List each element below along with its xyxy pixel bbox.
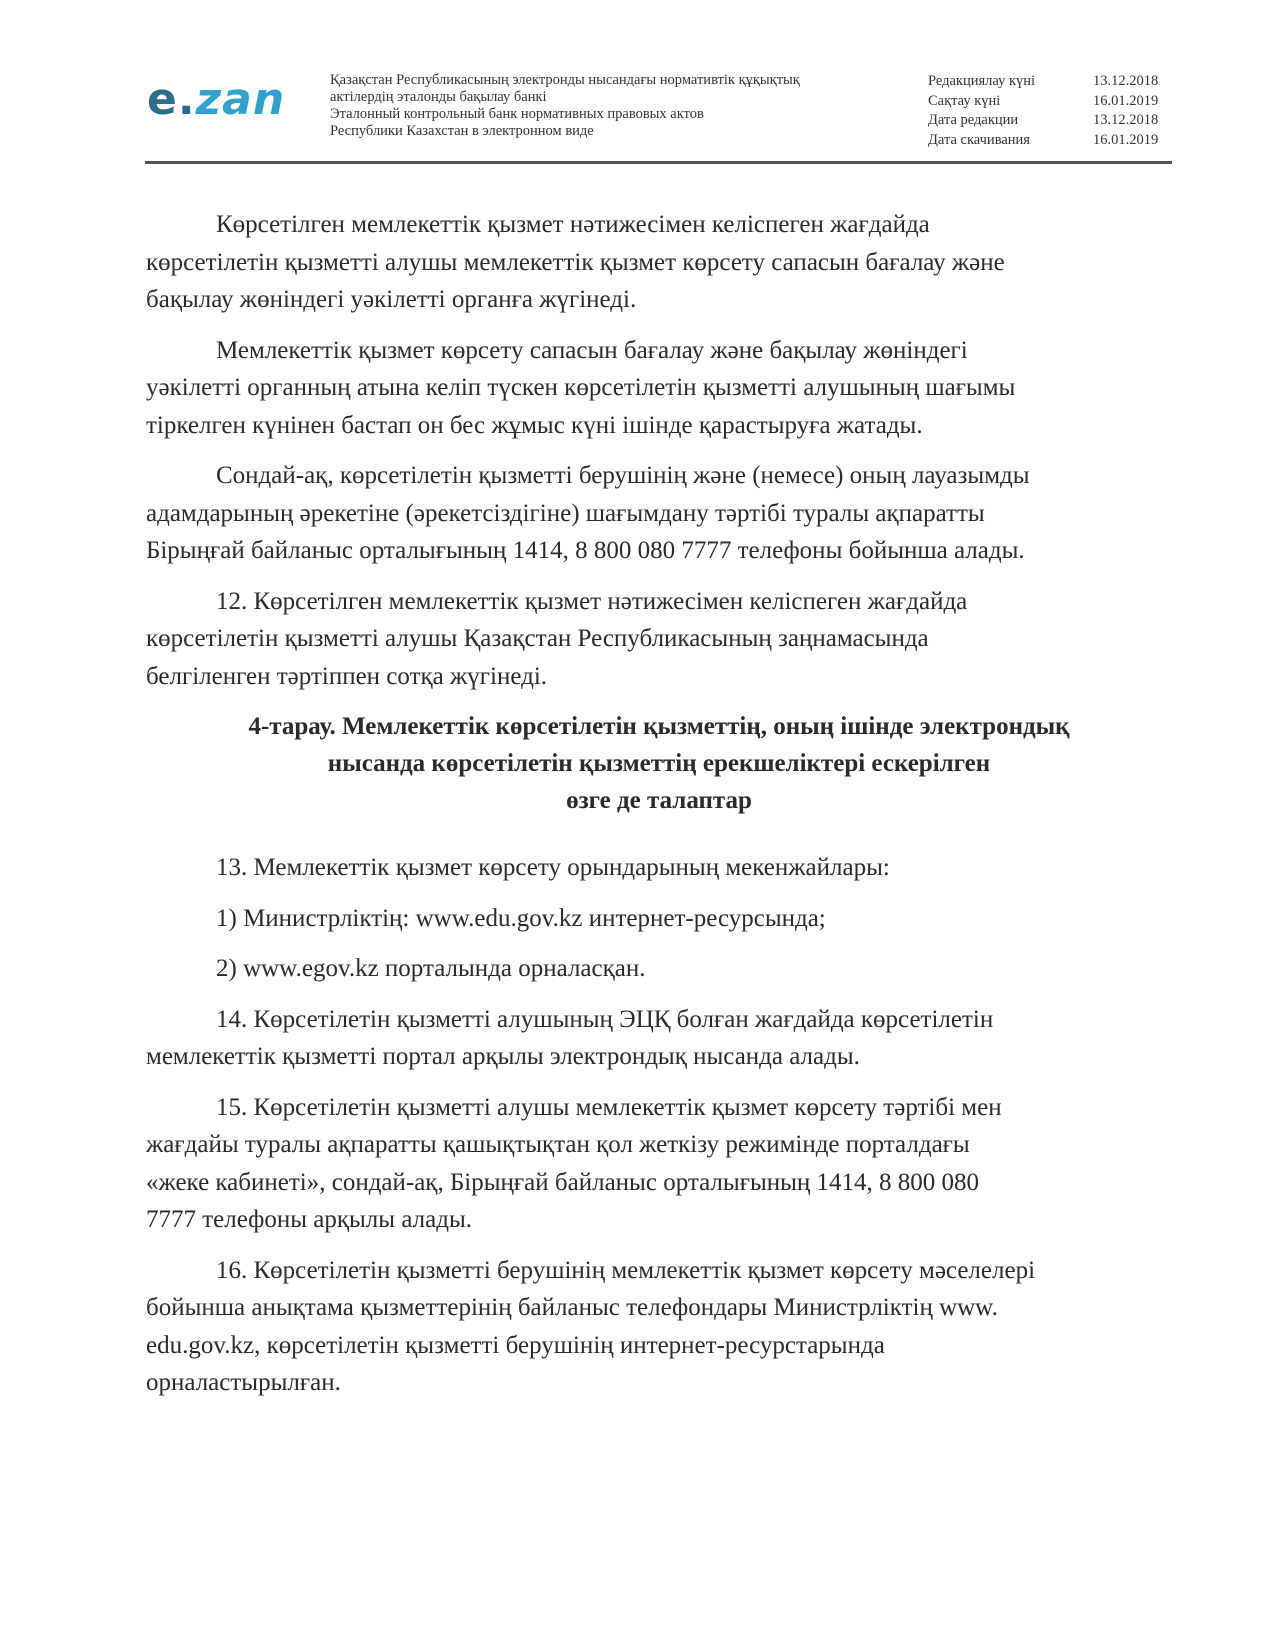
meta-label: Редакциялау күні [928,73,1036,89]
chapter-heading [146,708,1172,819]
header-text-line: Республики Казахстан в электронном виде [330,123,594,139]
header-divider [145,161,1172,164]
heading-line: өзге де талаптар [566,787,752,814]
header-text-line: актілердің эталонды бақылау банкі [330,89,547,105]
paragraph: 15. Көрсетілетін қызметті алушы мемлекеттік қызмет көрсету тәртібі мен жағдайы туралы ақпаратты қашықтықтан қол жеткізу режимінде порталдағы «жеке кабинеті», сондай-ақ, Бірыңғай байланыс орталығының 1414, 8 800 080 7777 телефоны арқылы алады. [146,1093,1002,1233]
header-text-line: Қазақстан Республикасының электронды нысандағы нормативтік құқықтық [330,72,800,88]
paragraph: 14. Көрсетілетін қызметті алушының ЭЦҚ болған жағдайда көрсетілетін мемлекеттік қызметті портал арқылы электрондық нысанда алады. [146,1005,994,1070]
document-body [146,206,1172,1415]
meta-label: Дата скачивания [928,131,1030,148]
meta-row [928,131,1173,151]
paragraph: 1) Министрліктің: www.edu.gov.kz интернет-ресурсында; [216,904,826,932]
heading-line: нысанда көрсетілетін қызметтің ерекшеліктері ескерілген [327,750,991,777]
meta-label: Дата редакции [928,112,1019,128]
paragraph: Мемлекеттік қызмет көрсету сапасын бағалау және бақылау жөніндегі уәкілетті органның атына келіп түскен көрсетілетін қызметті алушының шағымы тіркелген күнінен бастап он бес жұмыс күні ішінде қарастыруға жатады. [146,336,1016,439]
document-header [145,66,1172,164]
meta-value: 13.12.2018 [1093,112,1159,128]
paragraph: 13. Мемлекеттік қызмет көрсету орындарының мекенжайлары: [216,854,890,881]
meta-value: 16.01.2019 [1093,92,1159,109]
meta-row [928,72,1173,92]
heading-line: 4-тарау. Мемлекеттік көрсетілетін қызметтің, оның ішінде электрондық [248,713,1070,740]
paragraph: 16. Көрсетілетін қызметті берушінің мемлекеттік қызмет көрсету мәселелері бойынша анықтама қызметтерінің байланыс телефондары Министрліктің www. edu.gov.kz, көрсетілетін қызметті берушінің интернет-ресурстарында орналастырылған. [146,1256,1036,1396]
meta-value: 13.12.2018 [1093,73,1159,89]
header-description [330,72,800,140]
paragraph: Көрсетілген мемлекеттік қызмет нәтижесімен келіспеген жағдайда көрсетілетін қызметті алушы мемлекеттік қызмет көрсету сапасын бағалау және бақылау жөніндегі уәкілетті органға жүгінеді. [146,211,1005,313]
meta-row [928,92,1173,112]
meta-label: Сақтау күні [928,92,1001,109]
meta-row [928,111,1173,131]
header-text-line: Эталонный контрольный банк нормативных правовых актов [330,106,704,122]
meta-value: 16.01.2019 [1093,131,1159,148]
paragraph: 2) www.egov.kz порталында орналасқан. [216,955,646,982]
paragraph: 12. Көрсетілген мемлекеттік қызмет нәтижесімен келіспеген жағдайда көрсетілетін қызметті алушы Қазақстан Республикасының заңнамасында белгіленген тәртіппен сотқа жүгінеді. [146,587,968,690]
ezan-logo: e.zan [147,74,286,125]
header-dates [928,72,1173,150]
paragraph: Сондай-ақ, көрсетілетін қызметті берушінің және (немесе) оның лауазымды адамдарының әрекетіне (әрекетсіздігіне) шағымдану тәртібі туралы ақпаратты Бірыңғай байланыс орталығының 1414, 8 800 080 7777 телефоны бойынша алады. [146,462,1030,564]
